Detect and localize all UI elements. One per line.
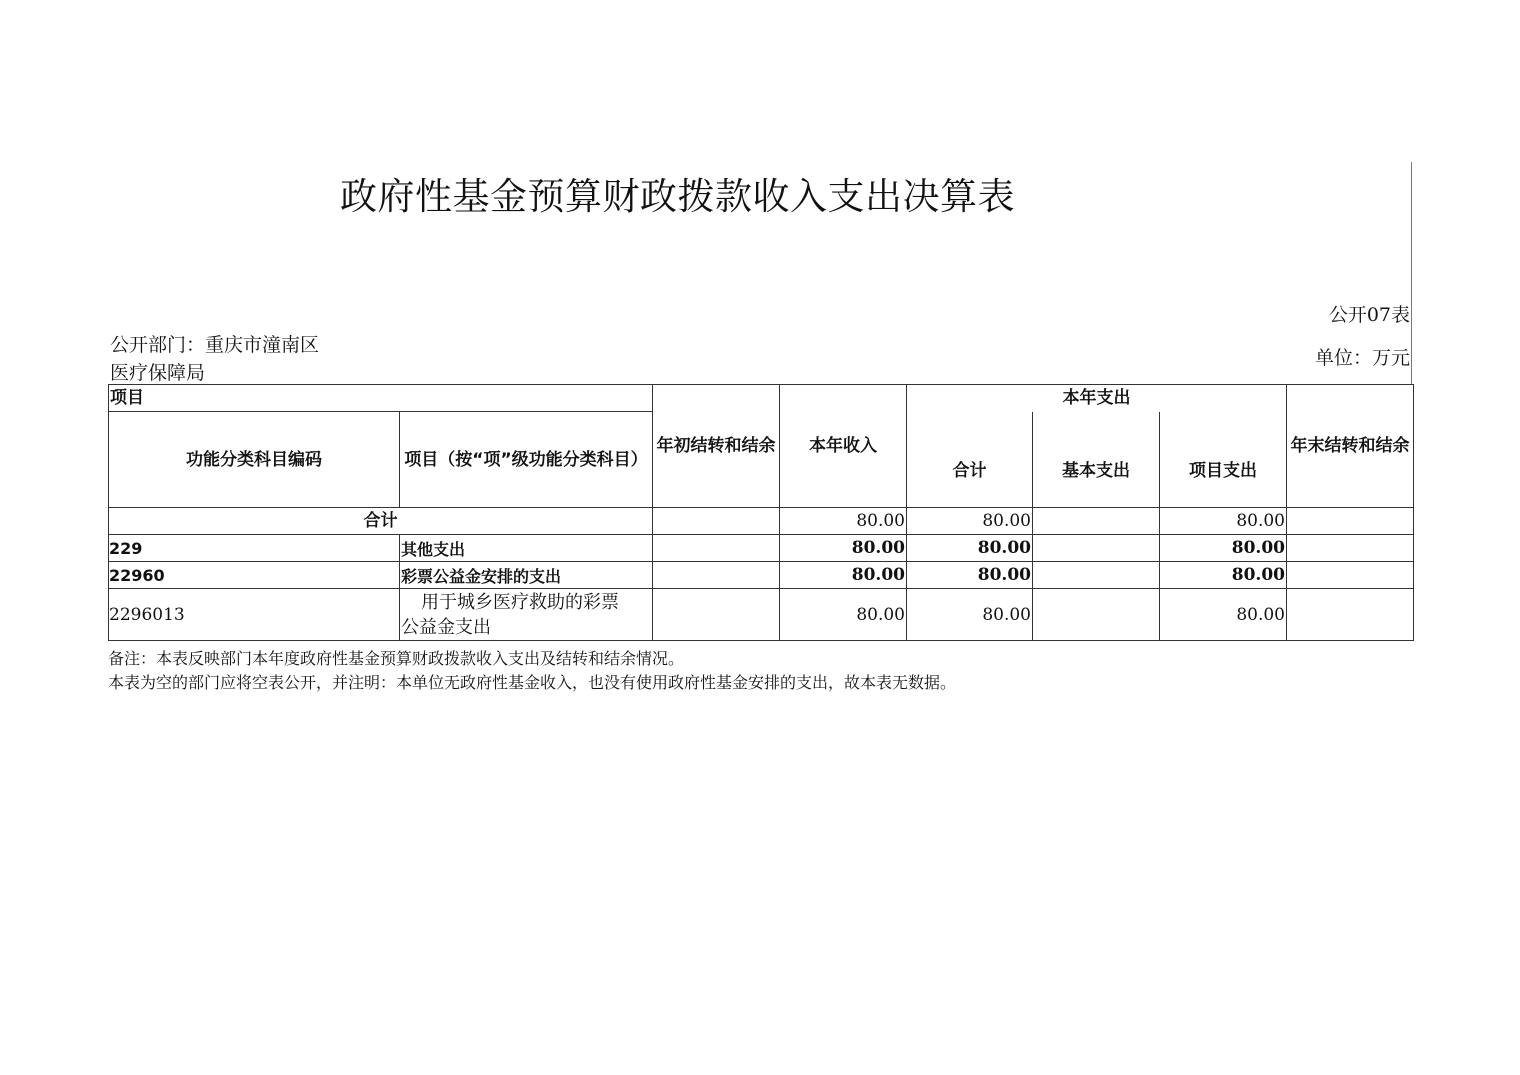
table-row — [109, 562, 1414, 589]
header-expense-group: 本年支出 — [907, 385, 1287, 412]
cell-name-line-1: 用于城乡医疗救助的彩票 — [421, 591, 619, 613]
cell-income: 80.00 — [780, 535, 907, 562]
cell-name: 彩票公益金安排的支出 — [400, 562, 653, 589]
cell-name: 其他支出 — [400, 535, 653, 562]
right-border-line — [1411, 162, 1412, 384]
header-total: 合计 — [907, 412, 1033, 508]
header-begin-balance: 年初结转和结余 — [653, 385, 780, 508]
table-row — [109, 535, 1414, 562]
cell-total: 80.00 — [907, 535, 1033, 562]
cell-end — [1287, 508, 1414, 535]
table-row — [109, 589, 1414, 641]
cell-basic — [1033, 535, 1160, 562]
cell-project: 80.00 — [1160, 508, 1287, 535]
note-line-2: 本表为空的部门应将空表公开，并注明：本单位无政府性基金收入，也没有使用政府性基金安排的支出，故本表无数据。 — [108, 673, 957, 692]
header-basic: 基本支出 — [1033, 412, 1160, 508]
cell-project: 80.00 — [1160, 562, 1287, 589]
cell-project: 80.00 — [1160, 589, 1287, 641]
department-line-2: 医疗保障局 — [110, 362, 206, 384]
cell-begin — [653, 589, 780, 641]
budget-table — [108, 384, 1414, 641]
header-project: 项目 — [109, 385, 653, 412]
cell-total: 80.00 — [907, 508, 1033, 535]
cell-begin — [653, 535, 780, 562]
cell-project: 80.00 — [1160, 535, 1287, 562]
page-title: 政府性基金预算财政拨款收入支出决算表 — [340, 175, 1015, 218]
cell-begin — [653, 562, 780, 589]
unit-label: 单位：万元 — [1314, 347, 1410, 369]
cell-total: 80.00 — [907, 562, 1033, 589]
department-line-1: 公开部门：重庆市潼南区 — [110, 334, 320, 356]
cell-basic — [1033, 589, 1160, 641]
note-line-1: 备注：本表反映部门本年度政府性基金预算财政拨款收入支出及结转和结余情况。 — [108, 649, 685, 668]
header-income: 本年收入 — [780, 385, 907, 508]
cell-basic — [1033, 562, 1160, 589]
cell-total: 80.00 — [907, 589, 1033, 641]
header-item: 项目（按“项”级功能分类科目） — [400, 412, 653, 508]
cell-end — [1287, 562, 1414, 589]
table-row-total — [109, 508, 1414, 535]
cell-name — [400, 589, 653, 641]
header-end-balance: 年末结转和结余 — [1287, 385, 1414, 508]
cell-code: 229 — [109, 535, 400, 562]
cell-end — [1287, 589, 1414, 641]
cell-income: 80.00 — [780, 508, 907, 535]
cell-income: 80.00 — [780, 562, 907, 589]
cell-income: 80.00 — [780, 589, 907, 641]
cell-basic — [1033, 508, 1160, 535]
cell-end — [1287, 535, 1414, 562]
cell-code: 22960 — [109, 562, 400, 589]
total-label: 合计 — [109, 508, 653, 535]
header-project-expense: 项目支出 — [1160, 412, 1287, 508]
cell-begin — [653, 508, 780, 535]
cell-code: 2296013 — [109, 589, 400, 641]
cell-name-line-2: 公益金支出 — [401, 616, 491, 638]
header-code: 功能分类科目编码 — [109, 412, 400, 508]
table-number: 公开07表 — [1328, 304, 1410, 326]
